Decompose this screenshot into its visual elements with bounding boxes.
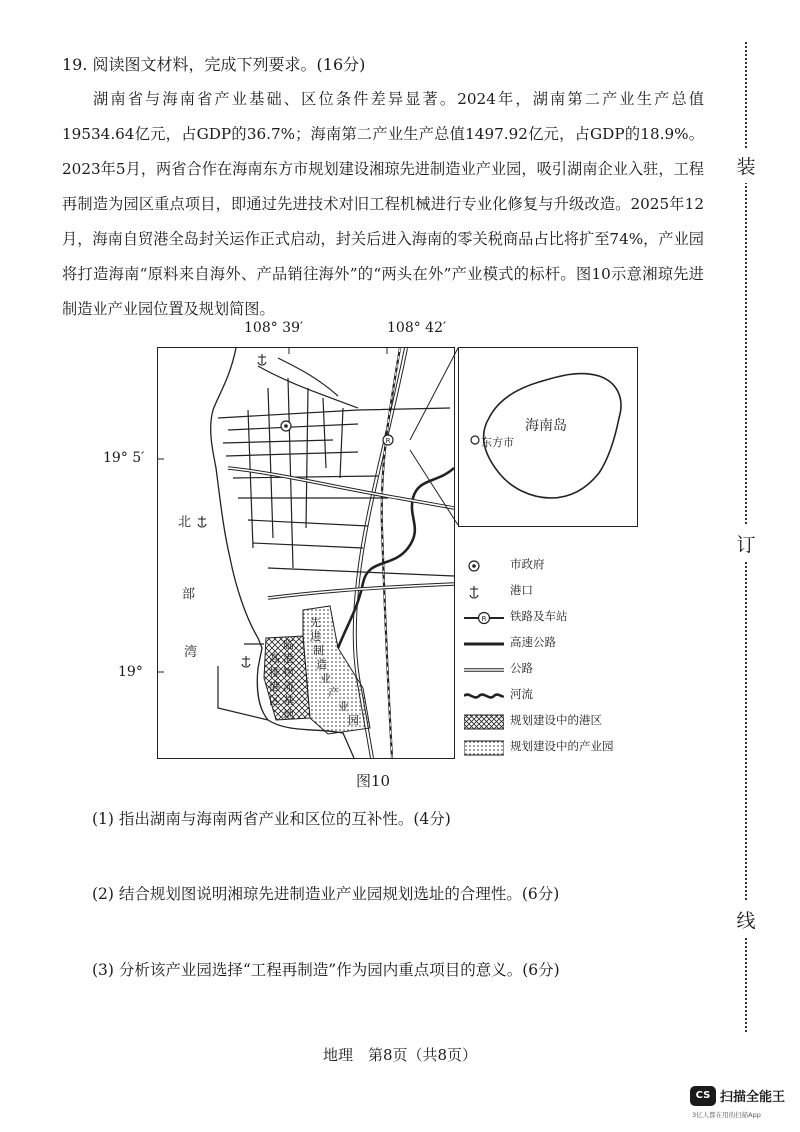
- industry-zone-char-6: 业: [338, 700, 349, 713]
- legend-row: [462, 712, 662, 732]
- legend-row: [462, 686, 662, 706]
- legend-label: 港口: [510, 583, 533, 597]
- sea-name-char-0: 北: [178, 515, 192, 530]
- legend-row: [462, 556, 662, 576]
- port-zone-char-7: 排: [269, 666, 280, 679]
- port-zone-char-0: 临: [283, 638, 294, 651]
- industry-zone-char-0: 先: [310, 616, 321, 629]
- figure-caption: 图10: [356, 772, 391, 790]
- latitude-label-top: 19° 5′: [103, 450, 145, 466]
- legend-row: [462, 634, 662, 654]
- industry-zone-char-1: 进: [310, 630, 321, 643]
- longitude-label-left: 108° 39′: [244, 320, 304, 336]
- port-zone-char-1: 港: [283, 652, 294, 665]
- government-icon: [464, 558, 504, 574]
- industry-zone-char-7: 园: [348, 714, 359, 727]
- sea-name-char-1: 部: [182, 587, 196, 602]
- legend-row: [462, 738, 662, 758]
- latitude-label-bottom: 19°: [118, 664, 143, 680]
- legend-label: 高速公路: [510, 635, 556, 649]
- port-zone-char-9: 区: [269, 694, 280, 707]
- sub-question-3: (3) 分析该产业园选择“工程再制造”作为园内重点项目的意义。(6分): [92, 961, 560, 979]
- port-icon-south: [242, 656, 250, 667]
- legend-label: 铁路及车站: [510, 609, 568, 623]
- inset-city-label: 东方市: [481, 436, 514, 449]
- government-icon: [281, 421, 291, 431]
- railway-station-icon: [464, 610, 504, 626]
- sub-question-1: (1) 指出湖南与海南两省产业和区位的互补性。(4分): [92, 810, 451, 828]
- port-zone-char-6: 高: [269, 652, 280, 665]
- binding-label-bottom: 线: [735, 902, 757, 937]
- legend-row: [462, 582, 662, 602]
- scanner-watermark: [690, 1086, 800, 1126]
- legend-label: 规划建设中的港区: [510, 713, 602, 727]
- binding-label-top: 装: [735, 148, 757, 183]
- scanner-logo-icon: CS: [690, 1086, 716, 1106]
- industry-zone-dots-icon: [464, 740, 504, 756]
- scanner-app-slogan: 3亿人都在用的扫描App: [692, 1111, 761, 1119]
- question-title: 19. 阅读图文材料，完成下列要求。(16分): [62, 55, 366, 74]
- legend-row: [462, 608, 662, 628]
- industry-zone-char-5: 产: [328, 686, 339, 699]
- binding-label-middle: 订: [735, 526, 757, 561]
- port-zone-char-3: 流: [283, 680, 294, 693]
- sea-name-char-2: 湾: [184, 645, 198, 660]
- question-paragraph: 湖南省与海南省产业基础、区位条件差异显著。2024年，湖南第二产业生产总值19534.64亿元，占GDP的36.7%；海南第二产业生产总值1497.92亿元，占GDP的18.9%。2023年5月，两省合作在海南东方市规划建设湘琼先进制造业产业园，吸引湖南企业入驻，工程再制造为园区重点项目，即通过先进技术对旧工程机械进行专业化修复与升级改造。2025年12月，海南自贸港全岛封关运作正式启动，封关后进入海南的零关税商品占比将扩至74%，产业园将打造海南“原料来自海外、产品销往海外”的“两头在外”产业模式的标杆。图10示意湘琼先进制造业产业园位置及规划简图。: [62, 90, 704, 318]
- inset-map-drawing: [459, 348, 637, 526]
- port-icon: [464, 584, 504, 600]
- inset-connector: [400, 340, 480, 740]
- port-zone-char-4: 基: [283, 694, 294, 707]
- legend-row: [462, 660, 662, 680]
- longitude-label-right: 108° 42′: [387, 320, 447, 336]
- svg-text:R: R: [481, 615, 487, 623]
- sub-question-2: (2) 结合规划图说明湘琼先进制造业产业园规划选址的合理性。(6分): [92, 885, 560, 903]
- svg-text:R: R: [385, 437, 391, 445]
- legend-label: 公路: [510, 661, 533, 675]
- legend-label: 市政府: [510, 557, 545, 571]
- industry-zone-char-3: 造: [316, 658, 327, 671]
- page-footer: 地理 第8页（共8页）: [322, 1046, 478, 1064]
- station-icon: [383, 435, 393, 445]
- legend-label: 规划建设中的产业园: [510, 739, 614, 753]
- port-zone-char-5: 地: [283, 708, 294, 721]
- inset-map: [458, 347, 638, 527]
- port-icon-west: [198, 516, 206, 527]
- industry-zone-char-2: 制: [313, 644, 324, 657]
- river-icon: [464, 688, 504, 704]
- inset-island-label: 海南岛: [525, 418, 567, 434]
- port-zone-char-8: 港: [269, 680, 280, 693]
- port-icon-north: [258, 354, 266, 365]
- road-icon: [464, 662, 504, 678]
- port-zone-char-2: 物: [283, 666, 294, 679]
- scanner-app-name: 扫描全能王: [720, 1090, 786, 1105]
- port-zone-hatch-icon: [464, 714, 504, 730]
- industry-zone-char-4: 业: [320, 672, 331, 685]
- expressway-icon: [464, 636, 504, 652]
- legend-label: 河流: [510, 687, 533, 701]
